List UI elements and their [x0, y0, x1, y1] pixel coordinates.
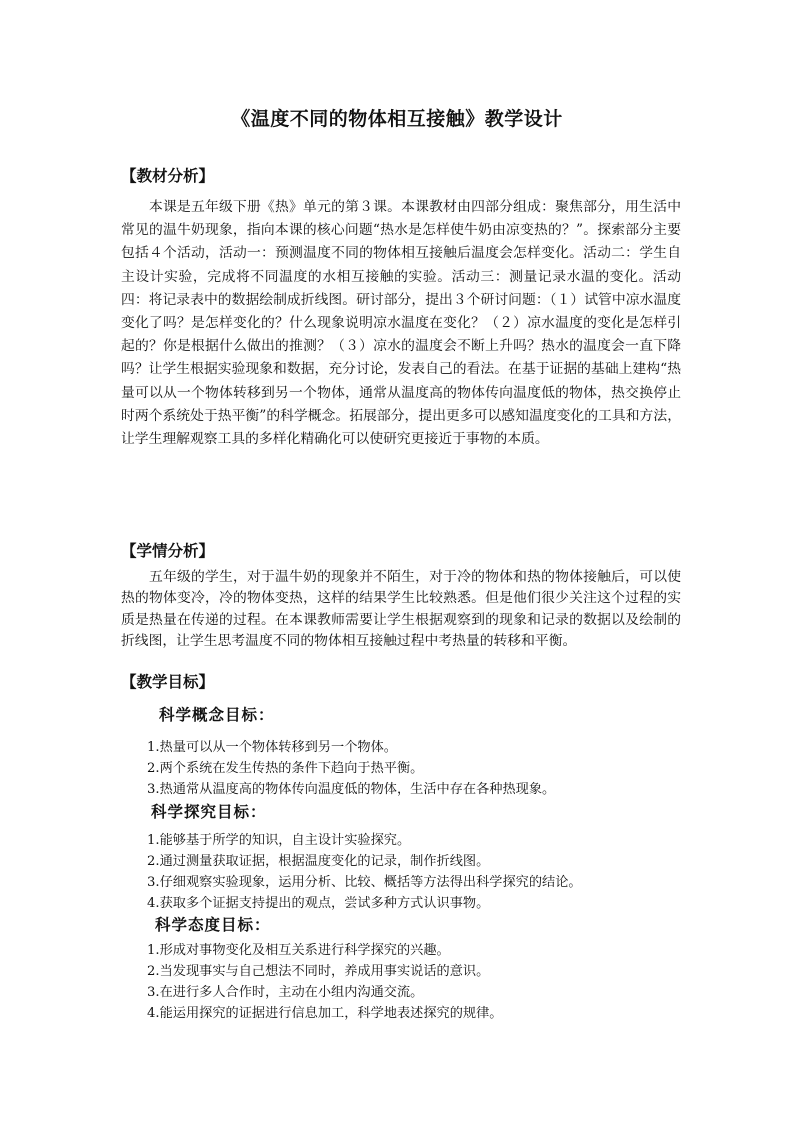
subheading-inquiry-goals: 科学探究目标：: [151, 803, 267, 821]
subheading-attitude-goals: 科学态度目标：: [155, 916, 271, 934]
list-item: 3.仔细观察实验现象，运用分析、比较、概括等方法得出科学探究的结论。: [147, 875, 582, 890]
list-item: 1.能够基于所学的知识，自主设计实验探究。: [147, 833, 411, 848]
list-item: 1.形成对事物变化及相互关系进行科学探究的兴趣。: [147, 943, 450, 958]
list-item: 2.通过测量获取证据，根据温度变化的记录，制作折线图。: [147, 854, 490, 869]
paragraph-material-analysis: 本课是五年级下册《热》单元的第３课。本课教材由四部分组成：聚焦部分，用生活中常见的温牛奶现象，指向本课的核心问题“热水是怎样使牛奶由凉变热的？”。探索部分主要包括４个活动，活动一：预测温度不同的物体相互接触后温度会怎样变化。活动二：学生自主设计实验，完成将不同温度的水相互接触的实验。活动三：测量记录水温的变化。活动四：将记录表中的数据绘制成折线图。研讨部分，提出３个研讨问题：（１）试管中凉水温度变化了吗？是怎样变化的？什么现象说明凉水温度在变化？（２）凉水温度的变化是怎样引起的？你是根据什么做出的推测？（３）凉水的温度会不断上升吗？热水的温度会一直下降吗？让学生根据实验现象和数据，充分讨论，发表自己的看法。在基于证据的基础上建构“热量可以从一个物体转移到另一个物体，通常从温度高的物体传向温度低的物体，热交换停止时两个系统处于热平衡”的科学概念。拓展部分，提出更多可以感知温度变化的工具和方法，让学生理解观察工具的多样化精确化可以使研究更接近于事物的本质。: [121, 199, 681, 448]
list-concept-goals: [147, 737, 555, 800]
list-inquiry-goals: [147, 830, 582, 914]
list-item: 4.获取多个证据支持提出的观点，尝试多种方式认识事物。: [147, 896, 490, 911]
section-heading-material: 【教材分析】: [121, 167, 215, 185]
list-item: 2.当发现事实与自己想法不同时，养成用事实说话的意识。: [147, 964, 490, 979]
list-item: 2.两个系统在发生传热的条件下趋向于热平衡。: [147, 761, 424, 776]
section-heading-goals: 【教学目标】: [121, 673, 215, 691]
paragraph-student-analysis: 五年级的学生，对于温牛奶的现象并不陌生，对于冷的物体和热的物体接触后，可以使热的物体变冷，冷的物体变热，这样的结果学生比较熟悉。但是他们很少关注这个过程的实质是热量在传递的过程。在本课教师需要让学生根据观察到的现象和记录的数据以及绘制的折线图，让学生思考温度不同的物体相互接触过程中考热量的转移和平衡。: [121, 569, 681, 649]
document-title: 《温度不同的物体相互接触》教学设计: [231, 108, 563, 130]
section-heading-students: 【学情分析】: [121, 542, 215, 560]
list-item: 4.能运用探究的证据进行信息加工，科学地表述探究的规律。: [147, 1006, 503, 1021]
list-item: 1.热量可以从一个物体转移到另一个物体。: [147, 740, 397, 755]
list-item: 3.在进行多人合作时，主动在小组内沟通交流。: [147, 985, 424, 1000]
list-item: 3.热通常从温度高的物体传向温度低的物体，生活中存在各种热现象。: [147, 782, 556, 797]
subheading-concept-goals: 科学概念目标：: [159, 706, 275, 724]
list-attitude-goals: [147, 940, 502, 1024]
